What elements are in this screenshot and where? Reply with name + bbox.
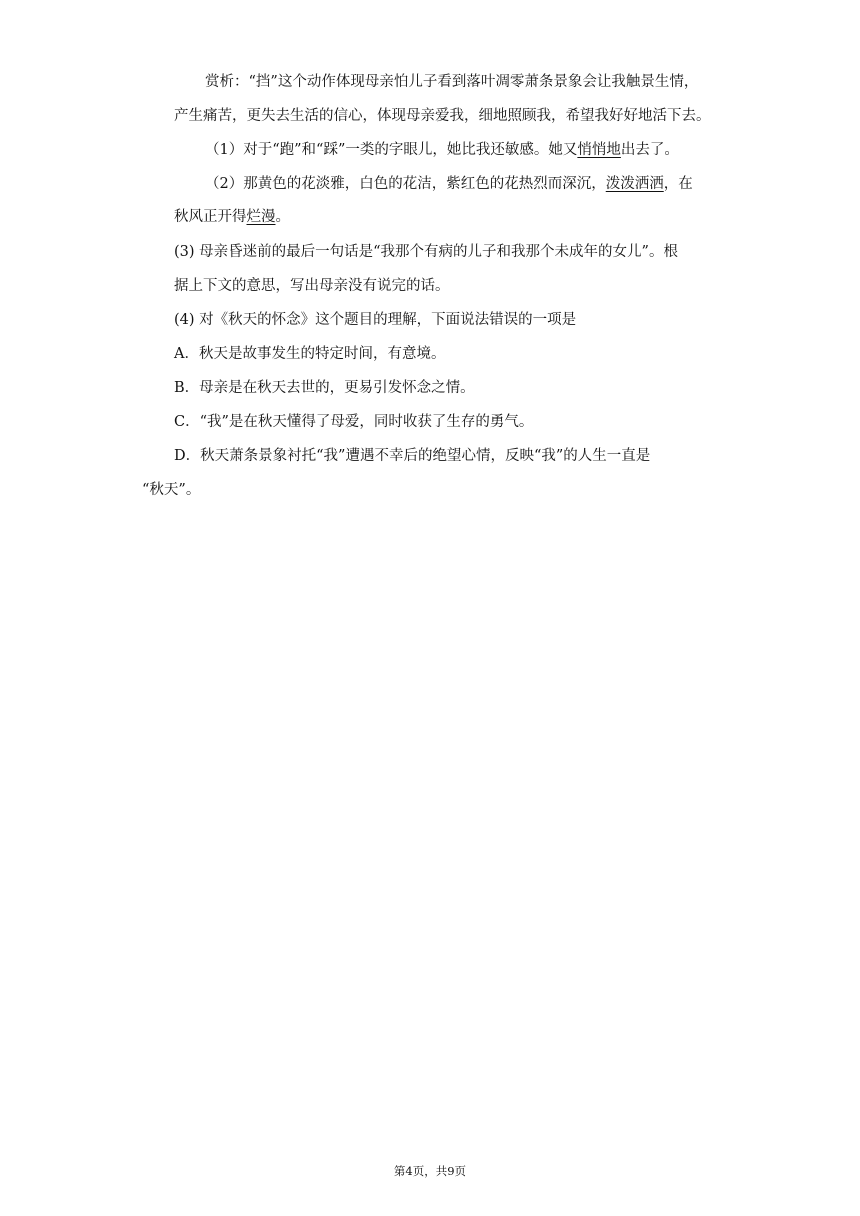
item-1-tail: 出去了。 (620, 142, 679, 158)
question-4-option-d-continuation: “秋天”。 (142, 482, 201, 498)
item-1-text: （1）对于“跑”和“踩”一类的字眼儿，她比我还敏感。她又 (205, 142, 578, 158)
item-2-text: （2）那黄色的花淡雅，白色的花洁，紫红色的花热烈而深沉， (205, 176, 606, 192)
item-1-underlined-word: 悄悄地 (577, 142, 621, 158)
analysis-line-2: 产生痛苦，更失去生活的信心，体现母亲爱我，细地照顾我，希望我好好地活下去。 (174, 108, 711, 124)
page-number-footer: 第4页，共9页 (393, 1164, 467, 1178)
item-2-underlined-word: 烂漫 (246, 209, 276, 225)
question-4-option-a: A．秋天是故事发生的特定时间，有意境。 (174, 346, 446, 362)
question-4-stem: (4) 对《秋天的怀念》这个题目的理解，下面说法错误的一项是 (174, 312, 577, 328)
question-4-option-c: C．“我”是在秋天懂得了母爱，同时收获了生存的勇气。 (174, 414, 534, 430)
question-3-line-2: 据上下文的意思，写出母亲没有说完的话。 (174, 278, 450, 294)
item-2-tail: ，在 (663, 176, 693, 192)
question-3-line-1: (3) 母亲昏迷前的最后一句话是“我那个有病的儿子和我那个未成年的女儿”。根 (174, 244, 678, 260)
item-2-line-2-text: 秋风正开得 (174, 209, 247, 225)
item-2-line-1 (205, 174, 693, 194)
question-4-option-d: D．秋天萧条景象衬托“我”遭遇不幸后的绝望心情，反映“我”的人生一直是 (174, 448, 651, 464)
item-1-line (205, 140, 679, 160)
analysis-line-1: 赏析：“挡”这个动作体现母亲怕儿子看到落叶凋零萧条景象会让我触景生情， (205, 74, 699, 90)
item-2-line-2 (174, 207, 290, 227)
item-2-line-2-tail: 。 (275, 209, 290, 225)
item-2-underlined-phrase: 泼泼洒洒 (605, 176, 664, 192)
question-4-option-b: B．母亲是在秋天去世的，更易引发怀念之情。 (174, 380, 475, 396)
